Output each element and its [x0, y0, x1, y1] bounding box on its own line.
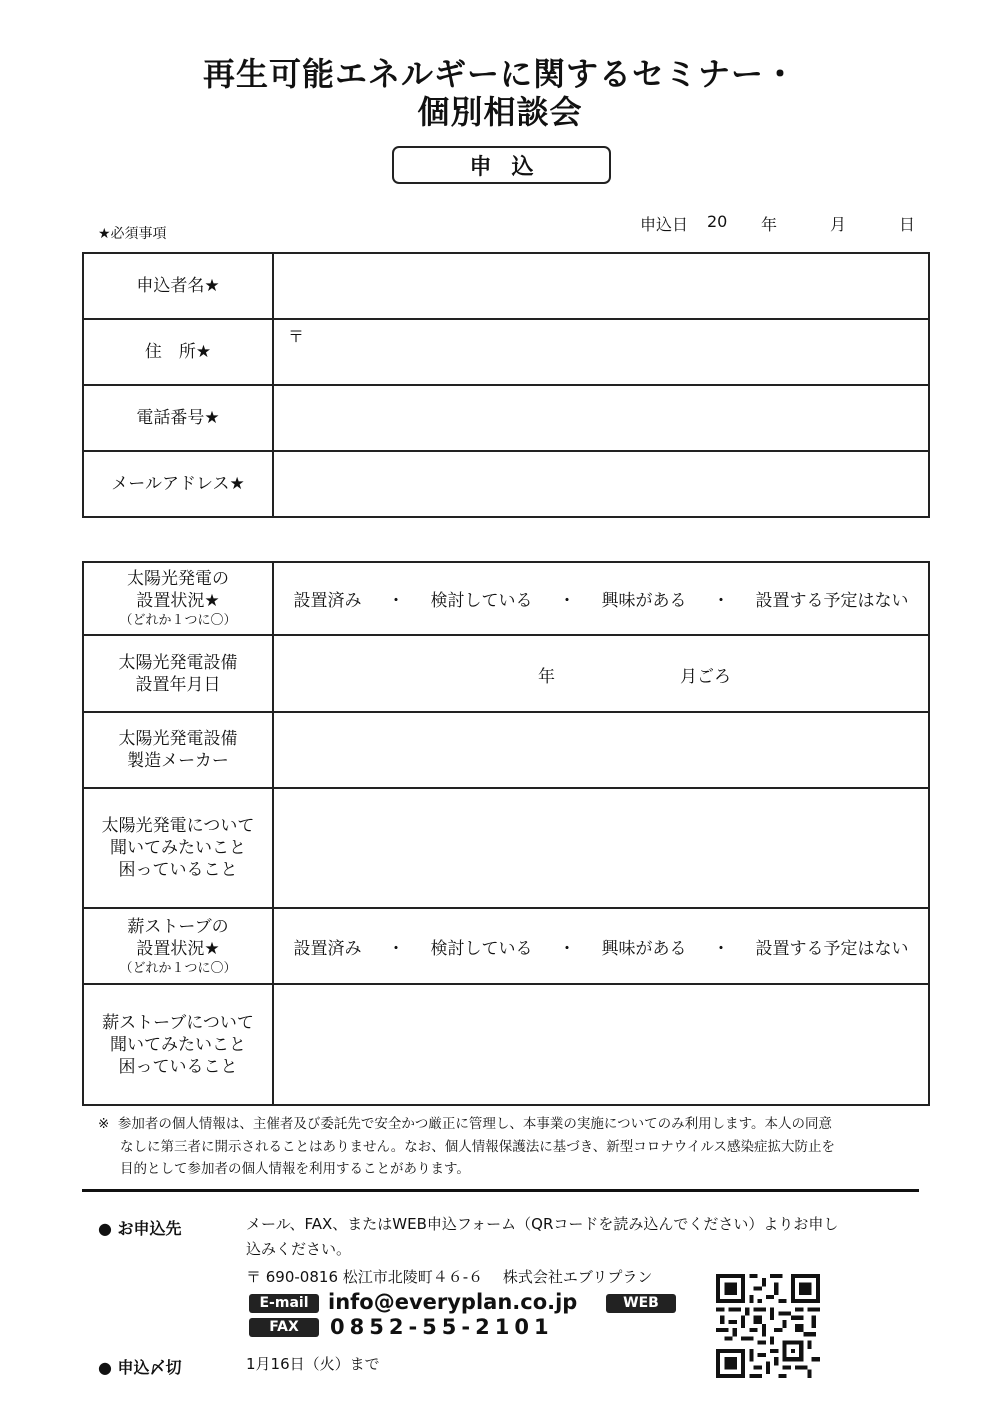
privacy-notice	[98, 1113, 918, 1181]
stove-questions-field[interactable]	[273, 984, 929, 1105]
name-field[interactable]	[273, 253, 929, 319]
contact-fax: 0852-55-2101	[330, 1315, 554, 1339]
stove-status-label-line1: 薪ストーブの	[127, 916, 229, 937]
page-title-line1: 再生可能エネルギーに関するセミナー・	[202, 55, 797, 93]
solar-status-label	[83, 562, 273, 635]
stove-questions-label-line3: 困っていること	[118, 1056, 238, 1077]
contact-desc-line2: 込みください。	[246, 1240, 352, 1258]
privacy-notice-text1: 参加者の個人情報は、主催者及び委託先で安全かつ厳正に管理し、本事業の実施についてのみ利用します。本人の同意	[117, 1116, 833, 1132]
separator: ・	[712, 938, 730, 959]
email-label: メールアドレス★	[83, 451, 273, 517]
qr-code-icon[interactable]	[716, 1274, 820, 1378]
stove-questions-label-line2: 聞いてみたいこと	[110, 1034, 246, 1055]
contact-heading: ● お申込先	[98, 1219, 182, 1238]
notice-mark: ※	[98, 1116, 110, 1132]
date-year-prefix: 20	[707, 212, 728, 231]
privacy-notice-line3: 目的として参加者の個人情報を利用することがあります。	[120, 1161, 470, 1177]
solar-questions-label-line2: 聞いてみたいこと	[110, 838, 246, 858]
solar-maker-field[interactable]	[273, 712, 929, 788]
table-row	[83, 712, 929, 788]
phone-field[interactable]	[273, 385, 929, 451]
stove-status-note: （どれか１つに〇）	[119, 960, 237, 976]
contact-email[interactable]: info@everyplan.co.jp	[328, 1290, 578, 1314]
separator: ・	[712, 591, 730, 611]
contact-address: 〒 690-0816 松江市北陵町４６-６ 株式会社エブリプラン	[246, 1268, 653, 1286]
stove-option-considering[interactable]: 検討している	[430, 938, 533, 959]
table-row	[83, 788, 929, 908]
solar-option-considering[interactable]: 検討している	[430, 591, 533, 611]
solar-date-label-line1: 太陽光発電設備	[118, 652, 238, 673]
solar-status-label-line2: 設置状況★	[136, 591, 220, 611]
solar-date-field[interactable]	[273, 635, 929, 712]
name-label: 申込者名★	[83, 253, 273, 319]
solar-maker-label	[83, 712, 273, 788]
solar-questions-label-line1: 太陽光発電について	[101, 816, 255, 836]
date-day-unit: 日	[899, 215, 916, 234]
address-field[interactable]	[273, 319, 929, 385]
phone-label: 電話番号★	[83, 385, 273, 451]
separator: ・	[387, 591, 405, 611]
table-row	[83, 635, 929, 712]
date-label: 申込日	[640, 215, 689, 234]
privacy-notice-line1	[98, 1113, 918, 1136]
contact-desc-line1: メール、FAX、またはWEB申込フォーム（QRコードを読み込んでください）よりお申し	[246, 1215, 839, 1233]
required-note: ★必須事項	[98, 226, 167, 242]
separator: ・	[387, 938, 405, 959]
personal-info-table	[82, 252, 930, 518]
separator: ・	[558, 591, 576, 611]
solar-date-label	[83, 635, 273, 712]
postal-mark: 〒	[288, 327, 305, 346]
privacy-notice-line2: なしに第三者に開示されることはありません。なお、個人情報保護法に基づき、新型コロナウイルス感染症拡大防止を	[120, 1138, 835, 1155]
solar-date-year-unit: 年	[538, 667, 555, 687]
table-row	[83, 908, 929, 984]
stove-questions-label	[83, 984, 273, 1105]
solar-option-installed[interactable]: 設置済み	[293, 591, 362, 611]
address-label: 住 所★	[83, 319, 273, 385]
solar-date-label-line2: 設置年月日	[135, 674, 221, 695]
fax-tag: FAX	[249, 1318, 319, 1337]
table-row	[83, 385, 929, 451]
web-tag: WEB	[606, 1294, 676, 1313]
solar-questions-field[interactable]	[273, 788, 929, 908]
table-row	[83, 451, 929, 517]
solar-status-options	[273, 562, 929, 635]
stove-questions-label-line1: 薪ストーブについて	[102, 1012, 254, 1033]
table-row	[83, 984, 929, 1105]
email-field[interactable]	[273, 451, 929, 517]
deadline-heading: ● 申込〆切	[98, 1358, 182, 1377]
solar-option-interested[interactable]: 興味がある	[601, 591, 687, 611]
solar-questions-label	[83, 788, 273, 908]
solar-maker-label-line1: 太陽光発電設備	[118, 729, 238, 749]
solar-status-label-line1: 太陽光発電の	[127, 569, 229, 589]
stove-status-label	[83, 908, 273, 984]
survey-table	[82, 561, 930, 1106]
apply-heading: 申込	[469, 154, 554, 180]
stove-status-options	[273, 908, 929, 984]
stove-status-label-line2: 設置状況★	[136, 938, 220, 959]
table-row	[83, 319, 929, 385]
divider	[82, 1189, 919, 1192]
date-year-unit: 年	[761, 215, 778, 234]
table-row	[83, 253, 929, 319]
stove-option-installed[interactable]: 設置済み	[293, 938, 362, 959]
apply-heading-box	[392, 146, 611, 184]
date-month-unit: 月	[830, 215, 847, 234]
email-tag: E-mail	[249, 1294, 319, 1313]
solar-date-month-unit: 月ごろ	[680, 667, 731, 687]
solar-option-no-plan[interactable]: 設置する予定はない	[755, 591, 909, 611]
table-row	[83, 562, 929, 635]
stove-option-no-plan[interactable]: 設置する予定はない	[755, 938, 909, 959]
solar-maker-label-line2: 製造メーカー	[127, 751, 229, 771]
solar-questions-label-line3: 困っていること	[118, 860, 238, 880]
solar-status-note: （どれか１つに〇）	[119, 613, 237, 628]
deadline-value: 1月16日（火）まで	[246, 1355, 380, 1373]
page-title-line2: 個別相談会	[417, 93, 583, 131]
stove-option-interested[interactable]: 興味がある	[601, 938, 687, 959]
separator: ・	[558, 938, 576, 959]
